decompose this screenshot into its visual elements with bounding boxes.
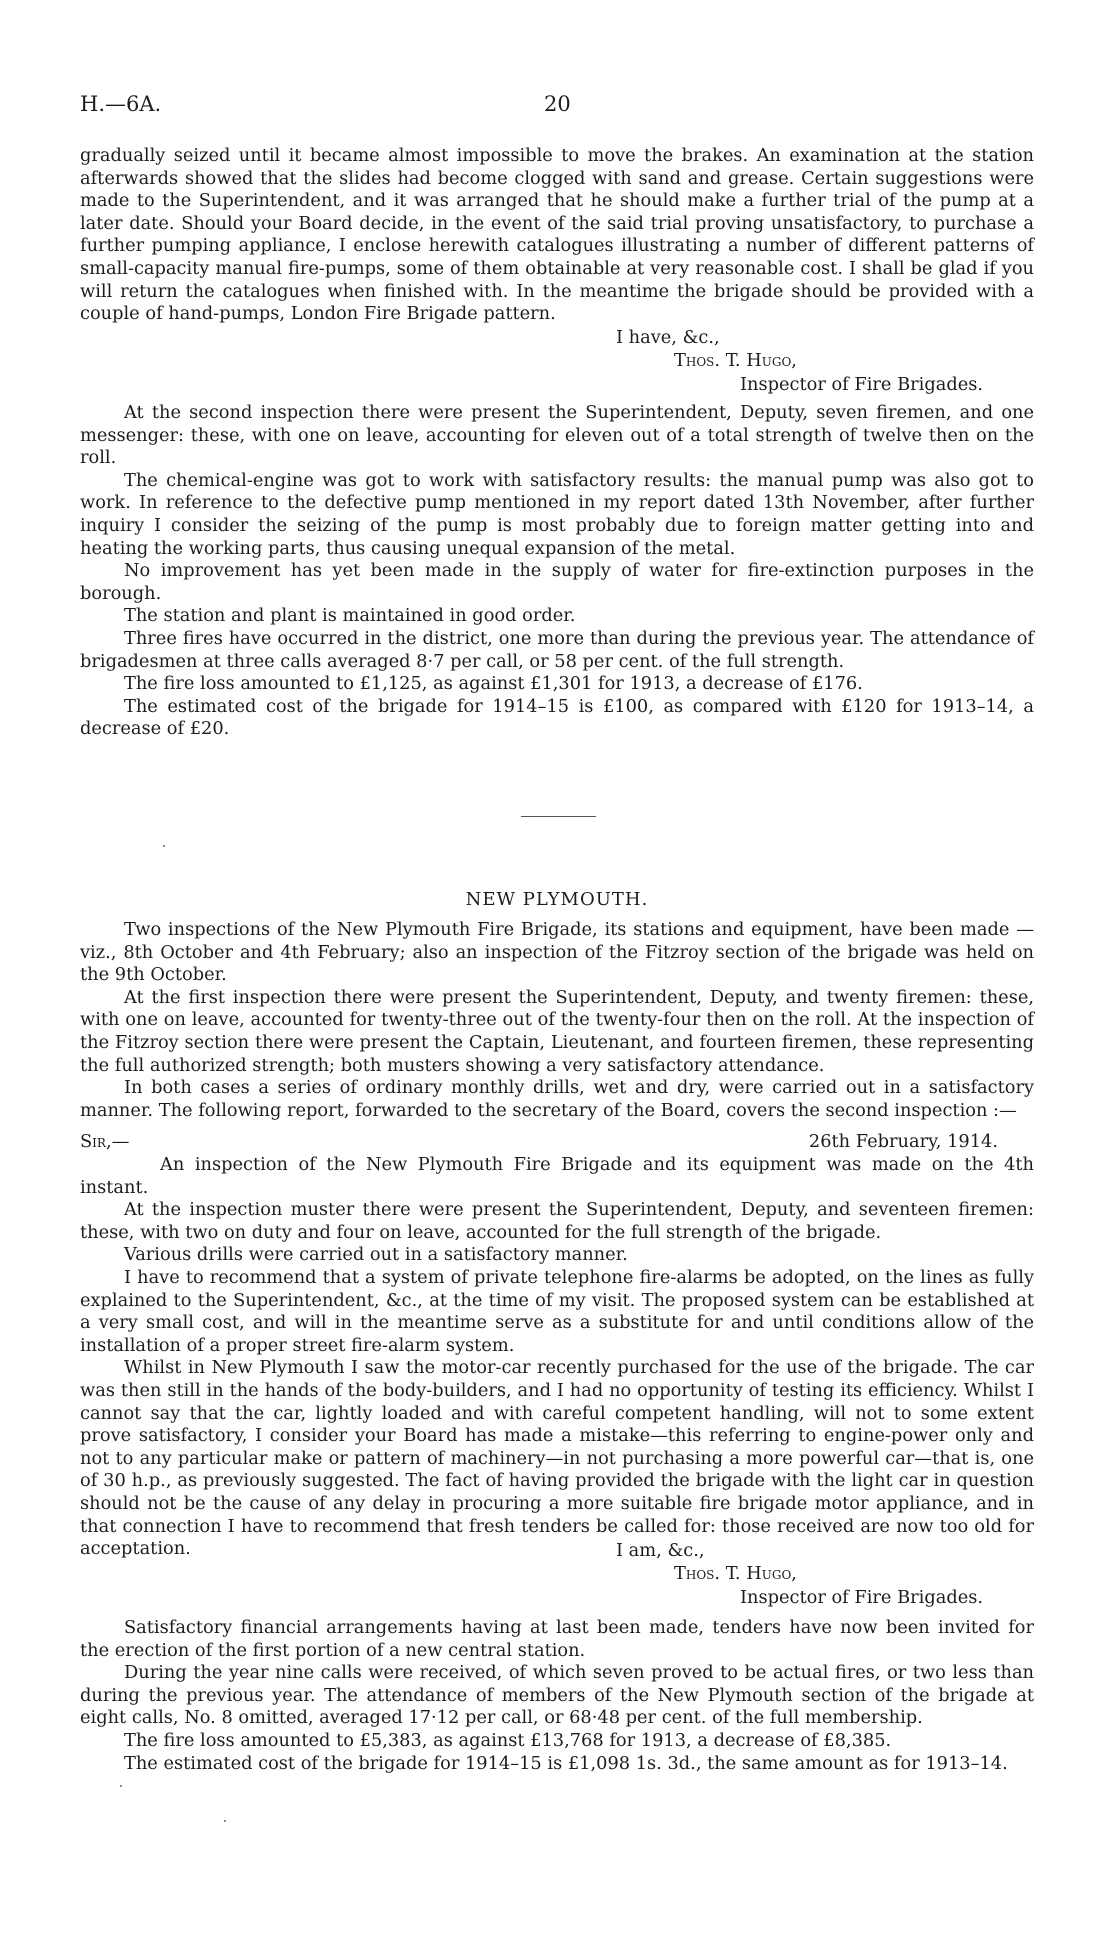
report-section-1 <box>80 402 1034 741</box>
section-heading: NEW PLYMOUTH. <box>465 889 649 910</box>
paragraph: The chemical-engine was got to work with satisfactory results: the manual pump was also got to work. In reference to the defective pump mentioned in my report dated 13th November, after further inquiry I consider the seizing of the pump is most probably due to foreign matter getting into and heating the working parts, thus causing unequal expansion of the metal. <box>80 469 1034 559</box>
report-section-2-intro <box>80 919 1034 1122</box>
paragraph: I have to recommend that a system of private telephone fire-alarms be adopted, on the lines as fully explained to the Superintendent, &c., at the time of my visit. The proposed system can be established at a very small cost, and will in the meantime serve as a substitute for and until conditions allow of the installation of a proper street fire-alarm system. <box>80 1266 1034 1356</box>
signature-title: Inspector of Fire Brigades. <box>740 374 984 395</box>
paragraph: The estimated cost of the brigade for 1914–15 is £100, as compared with £120 for 1913–14, a decrease of £20. <box>80 695 1034 740</box>
report-section-2-closing <box>80 1617 1034 1775</box>
paragraph: Satisfactory financial arrangements having at last been made, tenders have now been invited for the erection of the first portion of a new central station. <box>80 1617 1034 1661</box>
paragraph: Two inspections of the New Plymouth Fire Brigade, its stations and equipment, have been made —viz., 8th October and 4th February; also an inspection of the Fitzroy section of the brigade was held on the 9th October. <box>80 919 1034 986</box>
paragraph: The fire loss amounted to £5,383, as against £13,768 for 1913, a decrease of £8,385. <box>124 1729 892 1751</box>
letter-closing: I am, &c., <box>616 1540 705 1561</box>
speck <box>120 1785 122 1787</box>
speck <box>163 845 165 847</box>
paragraph: Three fires have occurred in the district, one more than during the previous year. The attendance of brigadesmen at three calls averaged 8·7 per call, or 58 per cent. of the full strength. <box>80 627 1034 672</box>
paragraph: Various drills were carried out in a satisfactory manner. <box>124 1244 628 1266</box>
salutation: Sir,— <box>80 1131 130 1152</box>
paragraph: At the inspection muster there were present the Superintendent, Deputy, and seventeen firemen: these, with two on duty and four on leave, accounted for the full strength of the brigade. <box>80 1199 1034 1243</box>
letter-paragraph: gradually seized until it became almost impossible to move the brakes. An examination at the station afterwards showed that the slides had become clogged with sand and grease. Certain suggestions were made to the Superintendent, and it was arranged that he should make a further trial of the pump at a later date. Should your Board decide, in the event of the said trial proving unsatisfactory, to purchase a further pumping appliance, I enclose herewith catalogues illustrating a number of different patterns of small-capacity manual fire-pumps, some of them obtainable at very reasonable cost. I shall be glad if you will return the catalogues when finished with. In the meantime the brigade should be provided with a couple of hand-pumps, London Fire Brigade pattern. <box>80 145 1034 325</box>
paragraph: Whilst in New Plymouth I saw the motor-car recently purchased for the use of the brigade. The car was then still in the hands of the body-builders, and I had no opportunity of testing its efficiency. Whilst I cannot say that the car, lightly loaded and with careful competent handling, will not to some extent prove satisfactory, I consider your Board has made a mistake—this referring to engine-power only and not to any particular make or pattern of machinery—in not purchasing a more powerful car—that is, one of 30 h.p., as previously suggested. The fact of having provided the brigade with the light car in question should not be the cause of any delay in procuring a more suitable fire brigade motor appliance, and in that connection I have to recommend that fresh tenders be called for: those received are now too old for acceptation. <box>80 1357 1034 1560</box>
letter-date: 26th February, 1914. <box>808 1131 998 1152</box>
paragraph: During the year nine calls were received, of which seven proved to be actual fires, or two less than during the previous year. The attendance of members of the New Plymouth section of the brigade at eight calls, No. 8 omitted, averaged 17·12 per call, or 68·48 per cent. of the full membership. <box>80 1662 1034 1729</box>
letter-continuation <box>80 145 1034 326</box>
speck <box>224 1820 226 1822</box>
document-reference: H.—6A. <box>80 92 162 116</box>
paragraph: At the second inspection there were present the Superintendent, Deputy, seven firemen, and one messenger: these, with one on leave, accounting for eleven out of a total strength of twelve then on the roll. <box>80 402 1034 469</box>
salutation-row <box>80 1131 1034 1154</box>
letter-closing: I have, &c., <box>616 327 720 348</box>
paragraph: The station and plant is maintained in good order. <box>124 605 576 627</box>
signature-title: Inspector of Fire Brigades. <box>740 1587 984 1608</box>
paragraph: An inspection of the New Plymouth Fire Brigade and its equipment was made on the 4th instant. <box>80 1154 1034 1198</box>
signature-name: Thos. T. Hugo, <box>674 350 797 371</box>
paragraph: In both cases a series of ordinary monthly drills, wet and dry, were carried out in a satisfactory manner. The following report, forwarded to the secretary of the Board, covers the second inspection :— <box>80 1077 1034 1121</box>
section-divider <box>521 816 596 817</box>
letter-body <box>80 1154 1034 1561</box>
paragraph: No improvement has yet been made in the supply of water for fire-extinction purposes in the borough. <box>80 560 1034 604</box>
page-number: 20 <box>544 92 571 116</box>
paragraph: The estimated cost of the brigade for 1914–15 is £1,098 1s. 3d., the same amount as for 1913–14. <box>124 1752 1008 1774</box>
paragraph: The fire loss amounted to £1,125, as against £1,301 for 1913, a decrease of £176. <box>124 673 863 695</box>
paragraph: At the first inspection there were present the Superintendent, Deputy, and twenty firemen: these, with one on leave, accounted for twenty-three out of the twenty-four then on the roll. At the inspection of the Fitzroy section there were present the Captain, Lieutenant, and fourteen firemen, these representing the full authorized strength; both musters showing a very satisfactory attendance. <box>80 986 1034 1076</box>
signature-name: Thos. T. Hugo, <box>674 1563 797 1584</box>
